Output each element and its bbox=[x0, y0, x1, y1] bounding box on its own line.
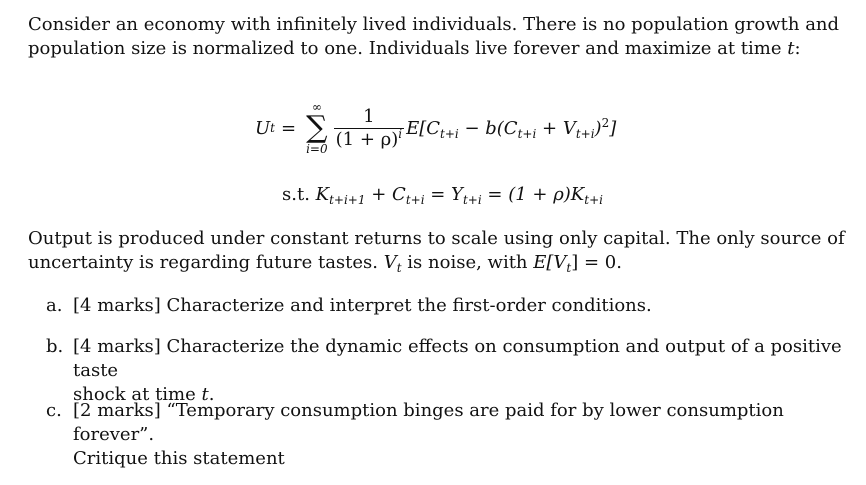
fraction-numerator: 1 bbox=[363, 105, 375, 127]
intro-line-2-text: population size is normalized to one. Individuals live forever and maximize at time bbox=[28, 38, 788, 59]
sigma-symbol: ∑ bbox=[306, 110, 328, 145]
consumption-term: + C bbox=[365, 184, 406, 205]
item-text-line-2: Critique this statement bbox=[73, 448, 285, 469]
item-text: [4 marks] Characterize the dynamic effects on consumption and output of a positive taste bbox=[73, 336, 842, 381]
assumptions-paragraph bbox=[28, 227, 848, 275]
noise-subscript: t bbox=[396, 261, 402, 275]
expr-sub-3: t+i bbox=[575, 126, 595, 141]
time-variable: t bbox=[201, 384, 209, 405]
intro-line-1: Consider an economy with infinitely lived individuals. There is no population growth and bbox=[28, 14, 840, 35]
intro-line-2 bbox=[28, 37, 848, 61]
denominator-exponent: i bbox=[398, 126, 403, 141]
sum-lower-limit: i=0 bbox=[306, 142, 328, 156]
item-marker: c. bbox=[46, 400, 62, 421]
assumptions-line-1: Output is produced under constant returns to scale using only capital. The only source of bbox=[28, 228, 845, 249]
item-text-cont: shock at time bbox=[73, 384, 202, 405]
consumption-subscript: t+i bbox=[405, 193, 425, 207]
item-text-end: . bbox=[208, 384, 215, 405]
sum-upper-limit: ∞ bbox=[311, 100, 322, 114]
production-subscript: t+i bbox=[584, 193, 603, 207]
capital-symbol: K bbox=[315, 184, 330, 205]
intro-paragraph bbox=[28, 13, 848, 61]
time-variable: t bbox=[787, 38, 795, 59]
constraint-equation bbox=[0, 180, 866, 210]
denominator-base: (1 + ρ) bbox=[335, 128, 399, 150]
expectation-subscript: t bbox=[566, 261, 572, 275]
noise-symbol: V bbox=[383, 252, 397, 273]
item-text: [2 marks] “Temporary consumption binges are paid for by lower consumption forever”. bbox=[73, 400, 784, 445]
utility-symbol: U bbox=[255, 117, 271, 139]
expr-sub-1: t+i bbox=[440, 126, 459, 141]
summation bbox=[306, 101, 328, 155]
equals-sign: = bbox=[281, 117, 297, 139]
assumptions-line-2 bbox=[28, 251, 848, 275]
expr-square: 2 bbox=[601, 115, 610, 130]
expr-part-2: − b(C bbox=[458, 117, 518, 139]
utility-equation: U t = ∞ ∑ i=0 $\frac{1}{(1 + \rho)^i}$ $E[C_{t+i} - b(C_{t+i} + V_{t+i})^2]$ bbox=[255, 100, 617, 156]
output-term: = Y bbox=[424, 184, 463, 205]
output-subscript: t+i bbox=[462, 193, 482, 207]
expectation-expression bbox=[406, 115, 617, 141]
expr-sub-2: t+i bbox=[517, 126, 537, 141]
expr-part-3: + V bbox=[536, 117, 576, 139]
item-marker: b. bbox=[46, 336, 64, 357]
assumptions-text-a: uncertainty is regarding future tastes. bbox=[28, 252, 384, 273]
such-that-label: s.t. bbox=[282, 184, 316, 205]
production-term: = (1 + ρ)K bbox=[481, 184, 585, 205]
intro-line-2-end: : bbox=[794, 38, 801, 59]
expr-part-1: E[C bbox=[406, 117, 441, 139]
fraction-denominator bbox=[334, 126, 404, 151]
discount-fraction bbox=[334, 106, 404, 151]
expr-close-paren: ) bbox=[594, 117, 602, 139]
item-marker: a. bbox=[46, 295, 63, 316]
capital-subscript: t+i+1 bbox=[329, 193, 366, 207]
assumptions-text-c: ] = 0. bbox=[571, 252, 622, 273]
expr-close-bracket: ] bbox=[609, 117, 617, 139]
expectation-symbol: E[V bbox=[533, 252, 567, 273]
item-text: [4 marks] Characterize and interpret the first-order conditions. bbox=[73, 295, 652, 316]
assumptions-text-b: is noise, with bbox=[401, 252, 534, 273]
